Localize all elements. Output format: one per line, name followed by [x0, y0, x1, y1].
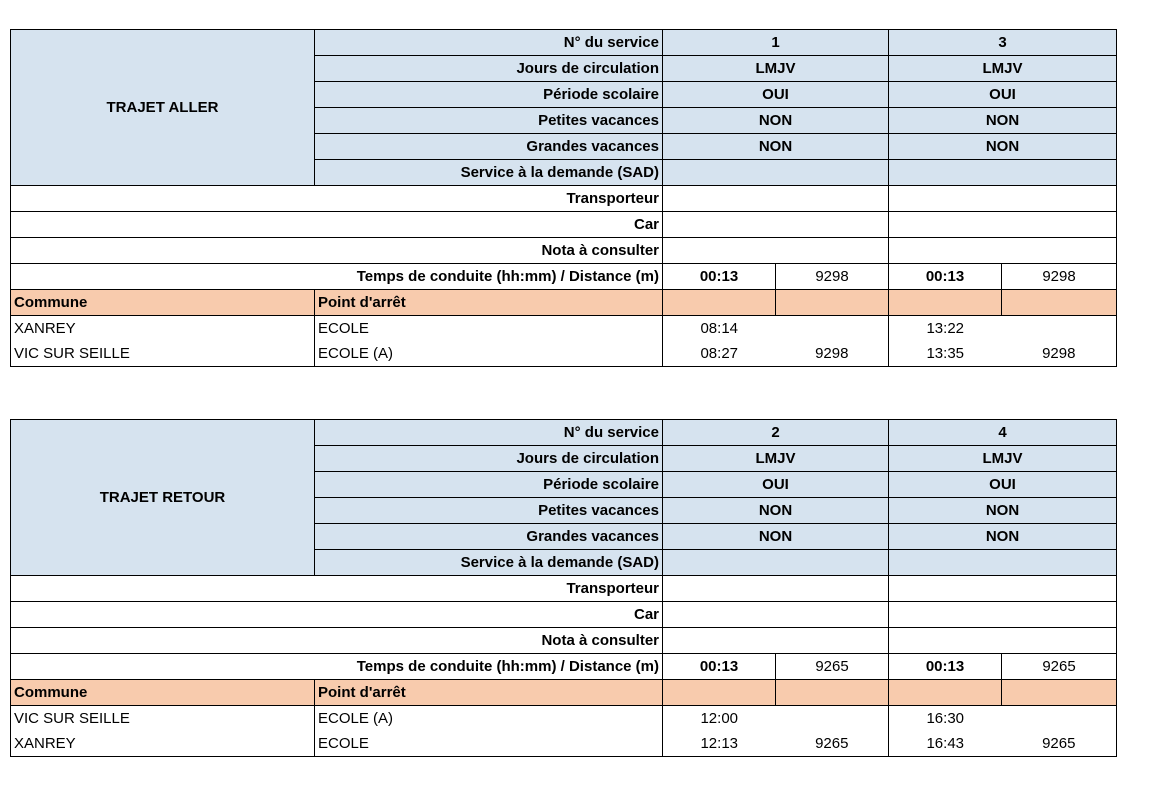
drive-time: 00:13 [889, 264, 1002, 290]
header-empty [1002, 680, 1117, 706]
service-small-holidays: NON [663, 108, 889, 134]
drive-time: 00:13 [663, 654, 776, 680]
label-carrier: Transporteur [11, 186, 663, 212]
label-service-number: N° du service [315, 30, 663, 56]
service-big-holidays: NON [663, 524, 889, 550]
stop-distance: 9298 [776, 341, 889, 367]
header-empty [663, 680, 776, 706]
service-bus [889, 212, 1117, 238]
label-drive-time: Temps de conduite (hh:mm) / Distance (m) [11, 654, 663, 680]
header-empty [776, 290, 889, 316]
label-on-demand: Service à la demande (SAD) [315, 550, 663, 576]
label-drive-time: Temps de conduite (hh:mm) / Distance (m) [11, 264, 663, 290]
header-commune: Commune [11, 290, 315, 316]
table-row [11, 706, 1117, 732]
table-row [11, 316, 1117, 342]
service-on-demand [663, 550, 889, 576]
service-small-holidays: NON [889, 498, 1117, 524]
service-on-demand [889, 160, 1117, 186]
service-days: LMJV [889, 446, 1117, 472]
service-number: 2 [663, 420, 889, 446]
stop-distance: 9265 [1002, 731, 1117, 757]
stop-distance [1002, 706, 1117, 732]
header-stop: Point d'arrêt [315, 680, 663, 706]
stop-distance [1002, 316, 1117, 342]
service-note [889, 238, 1117, 264]
stop-name: ECOLE (A) [315, 706, 663, 732]
stop-name: ECOLE (A) [315, 341, 663, 367]
stop-time: 13:22 [889, 316, 1002, 342]
service-school-period: OUI [663, 82, 889, 108]
timetable-retour-grid [10, 419, 1117, 757]
stop-distance: 9298 [1002, 341, 1117, 367]
service-small-holidays: NON [889, 108, 1117, 134]
service-carrier [889, 186, 1117, 212]
stop-commune: XANREY [11, 316, 315, 342]
table-row [11, 731, 1117, 757]
label-school-period: Période scolaire [315, 472, 663, 498]
label-bus: Car [11, 212, 663, 238]
service-big-holidays: NON [889, 524, 1117, 550]
stop-time: 08:27 [663, 341, 776, 367]
label-days: Jours de circulation [315, 446, 663, 472]
distance: 9298 [1002, 264, 1117, 290]
table-row [11, 341, 1117, 367]
header-empty [889, 680, 1002, 706]
stop-distance [776, 706, 889, 732]
distance: 9298 [776, 264, 889, 290]
service-bus [663, 212, 889, 238]
service-school-period: OUI [889, 472, 1117, 498]
label-days: Jours de circulation [315, 56, 663, 82]
label-note: Nota à consulter [11, 238, 663, 264]
service-school-period: OUI [663, 472, 889, 498]
label-service-number: N° du service [315, 420, 663, 446]
stop-time: 16:30 [889, 706, 1002, 732]
distance: 9265 [776, 654, 889, 680]
label-school-period: Période scolaire [315, 82, 663, 108]
stop-name: ECOLE [315, 316, 663, 342]
service-school-period: OUI [889, 82, 1117, 108]
service-on-demand [889, 550, 1117, 576]
service-small-holidays: NON [663, 498, 889, 524]
timetable-aller-grid [10, 29, 1117, 367]
drive-time: 00:13 [889, 654, 1002, 680]
stop-time: 13:35 [889, 341, 1002, 367]
stop-distance: 9265 [776, 731, 889, 757]
label-small-holidays: Petites vacances [315, 108, 663, 134]
stop-time: 16:43 [889, 731, 1002, 757]
service-days: LMJV [663, 446, 889, 472]
distance: 9265 [1002, 654, 1117, 680]
service-note [663, 238, 889, 264]
service-number: 1 [663, 30, 889, 56]
stop-time: 08:14 [663, 316, 776, 342]
header-commune: Commune [11, 680, 315, 706]
label-note: Nota à consulter [11, 628, 663, 654]
service-number: 3 [889, 30, 1117, 56]
service-carrier [663, 186, 889, 212]
service-note [889, 628, 1117, 654]
trip-title: TRAJET ALLER [11, 30, 315, 186]
stop-commune: VIC SUR SEILLE [11, 706, 315, 732]
service-bus [889, 602, 1117, 628]
timetable-retour [10, 419, 1117, 757]
stop-name: ECOLE [315, 731, 663, 757]
label-on-demand: Service à la demande (SAD) [315, 160, 663, 186]
stop-distance [776, 316, 889, 342]
header-empty [889, 290, 1002, 316]
service-number: 4 [889, 420, 1117, 446]
header-empty [663, 290, 776, 316]
service-carrier [889, 576, 1117, 602]
stop-commune: XANREY [11, 731, 315, 757]
label-bus: Car [11, 602, 663, 628]
service-big-holidays: NON [889, 134, 1117, 160]
stop-commune: VIC SUR SEILLE [11, 341, 315, 367]
stop-time: 12:13 [663, 731, 776, 757]
service-days: LMJV [889, 56, 1117, 82]
header-empty [776, 680, 889, 706]
timetable-aller [10, 29, 1117, 367]
header-empty [1002, 290, 1117, 316]
label-big-holidays: Grandes vacances [315, 134, 663, 160]
stop-time: 12:00 [663, 706, 776, 732]
service-big-holidays: NON [663, 134, 889, 160]
service-on-demand [663, 160, 889, 186]
label-big-holidays: Grandes vacances [315, 524, 663, 550]
header-stop: Point d'arrêt [315, 290, 663, 316]
trip-title: TRAJET RETOUR [11, 420, 315, 576]
service-note [663, 628, 889, 654]
label-carrier: Transporteur [11, 576, 663, 602]
service-carrier [663, 576, 889, 602]
label-small-holidays: Petites vacances [315, 498, 663, 524]
drive-time: 00:13 [663, 264, 776, 290]
service-bus [663, 602, 889, 628]
service-days: LMJV [663, 56, 889, 82]
